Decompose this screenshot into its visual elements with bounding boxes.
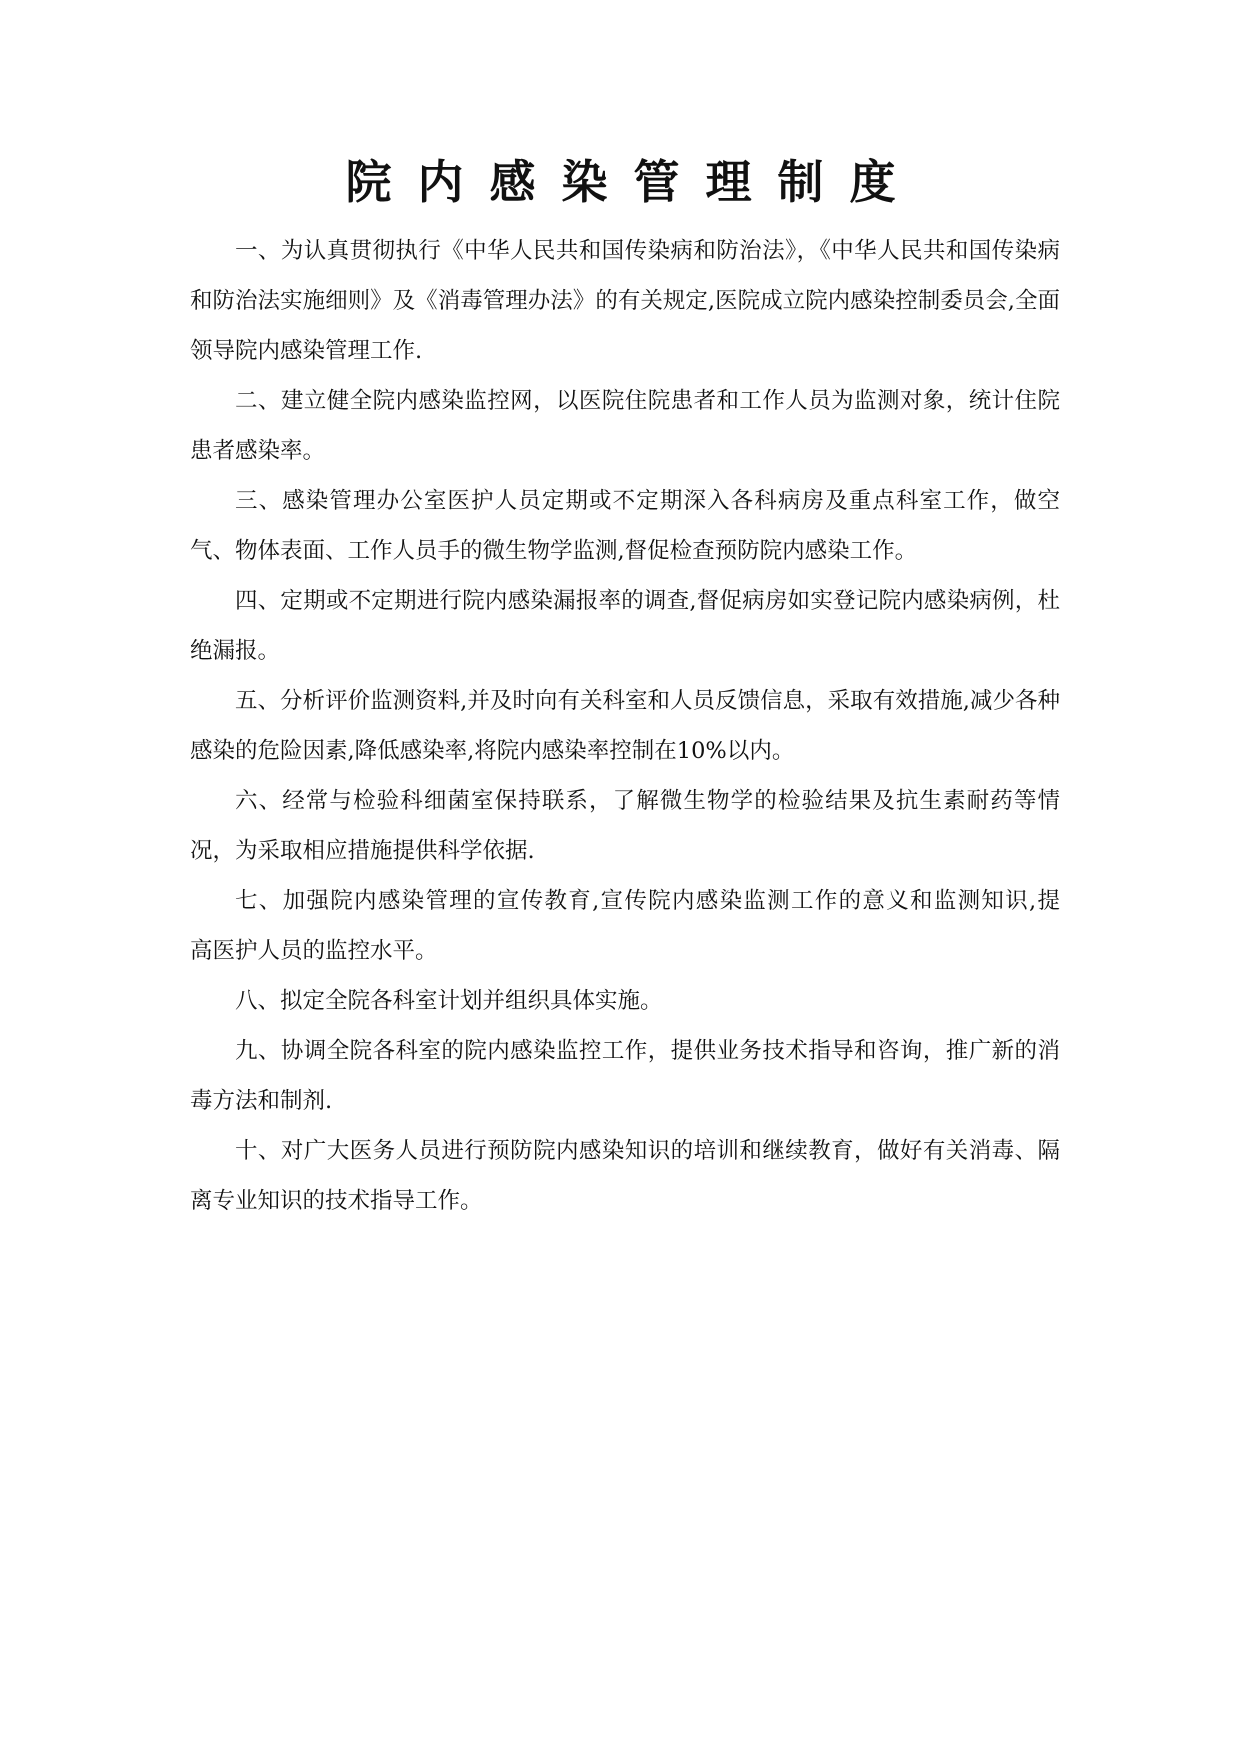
document-body (190, 226, 1106, 1226)
paragraph-3: 三、感染管理办公室医护人员定期或不定期深入各科病房及重点科室工作，做空气、物体表面、工作人员手的微生物学监测,督促检查预防院内感染工作。 (190, 488, 1060, 564)
paragraph-8: 八、拟定全院各科室计划并组织具体实施。 (235, 988, 663, 1014)
paragraph-4: 四、定期或不定期进行院内感染漏报率的调查,督促病房如实登记院内感染病例，杜绝漏报。 (190, 588, 1060, 664)
paragraph-7: 七、加强院内感染管理的宣传教育,宣传院内感染监测工作的意义和监测知识,提 高医护人员的监控水平。 (190, 888, 1106, 964)
paragraph-10: 十、对广大医务人员进行预防院内感染知识的培训和继续教育，做好有关消毒、隔离专业知识的技术指导工作。 (190, 1138, 1060, 1214)
paragraph-5: 五、分析评价监测资料,并及时向有关科室和人员反馈信息，采取有效措施,减少各种感染的危险因素,降低感染率,将院内感染率控制在10%以内。 (190, 688, 1060, 764)
paragraph-6: 六、经常与检验科细菌室保持联系，了解微生物学的检验结果及抗生素耐药等情况，为采取相应措施提供科学依据. (190, 788, 1060, 864)
paragraph-2: 二、建立健全院内感染监控网，以医院住院患者和工作人员为监测对象，统计住院患者感染率。 (190, 388, 1060, 464)
paragraph-1: 一、为认真贯彻执行《中华人民共和国传染病和防治法》，《中华人民共和国传染病和防治法实施细则》及《消毒管理办法》的有关规定,医院成立院内感染控制委员会,全面领导院内感染管理工作. (190, 238, 1060, 364)
document-title: 院内感染管理制度 (345, 155, 922, 209)
paragraph-9: 九、协调全院各科室的院内感染监控工作，提供业务技术指导和咨询，推广新的消毒方法和制剂. (190, 1038, 1060, 1114)
